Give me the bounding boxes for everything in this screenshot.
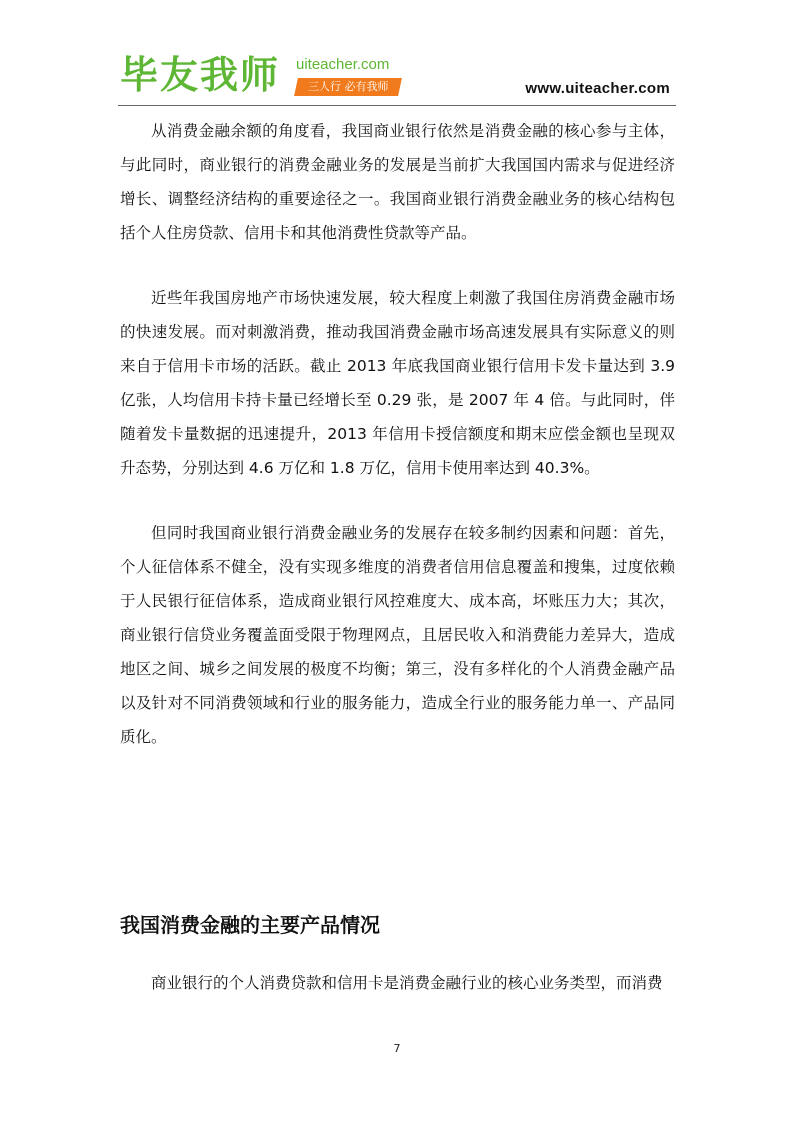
page-header <box>118 50 676 106</box>
logo-text: 毕友我师 <box>120 53 281 97</box>
page-number: 7 <box>393 1042 401 1055</box>
paragraph: 商业银行的个人消费贷款和信用卡是消费金融行业的核心业务类型，而消费 <box>151 974 663 992</box>
paragraph: 近些年我国房地产市场快速发展，较大程度上刺激了我国住房消费金融市场的快速发展。而对刺激消费，推动我国消费金融市场高速发展具有实际意义的则来自于信用卡市场的活跃。截止 2013 年底我国商业银行信用卡发卡量达到 3.9 亿张，人均信用卡持卡量已经增长至 0.29 张，是 2007 年 4 倍。与此同时，伴随着发卡量数据的迅速提升，2013 年信用卡授信额度和期末应偿金额也呈现双升态势，分别达到 4.6 万亿和 1.8 万亿，信用卡使用率达到 40.3%。 <box>120 289 675 477</box>
section-heading: 我国消费金融的主要产品情况 <box>120 913 380 937</box>
paragraph: 但同时我国商业银行消费金融业务的发展存在较多制约因素和问题：首先，个人征信体系不健全，没有实现多维度的消费者信用信息覆盖和搜集，过度依赖于人民银行征信体系，造成商业银行风控难度大、成本高，坏账压力大；其次，商业银行信贷业务覆盖面受限于物理网点，且居民收入和消费能力差异大，造成地区之间、城乡之间发展的极度不均衡；第三，没有多样化的个人消费金融产品以及针对不同消费领域和行业的服务能力，造成全行业的服务能力单一、产品同质化。 <box>120 524 675 746</box>
logo-url: uiteacher.com <box>296 56 390 73</box>
site-url: www.uiteacher.com <box>525 80 670 97</box>
paragraph: 从消费金融余额的角度看，我国商业银行依然是消费金融的核心参与主体，与此同时，商业银行的消费金融业务的发展是当前扩大我国国内需求与促进经济增长、调整经济结构的重要途径之一。我国商业银行消费金融业务的核心结构包括个人住房贷款、信用卡和其他消费性贷款等产品。 <box>120 122 675 242</box>
header-divider <box>118 105 676 106</box>
logo-slogan-text: 三人行 必有我师 <box>307 80 389 93</box>
logo-slogan-badge <box>294 78 402 96</box>
document-body <box>120 114 675 785</box>
